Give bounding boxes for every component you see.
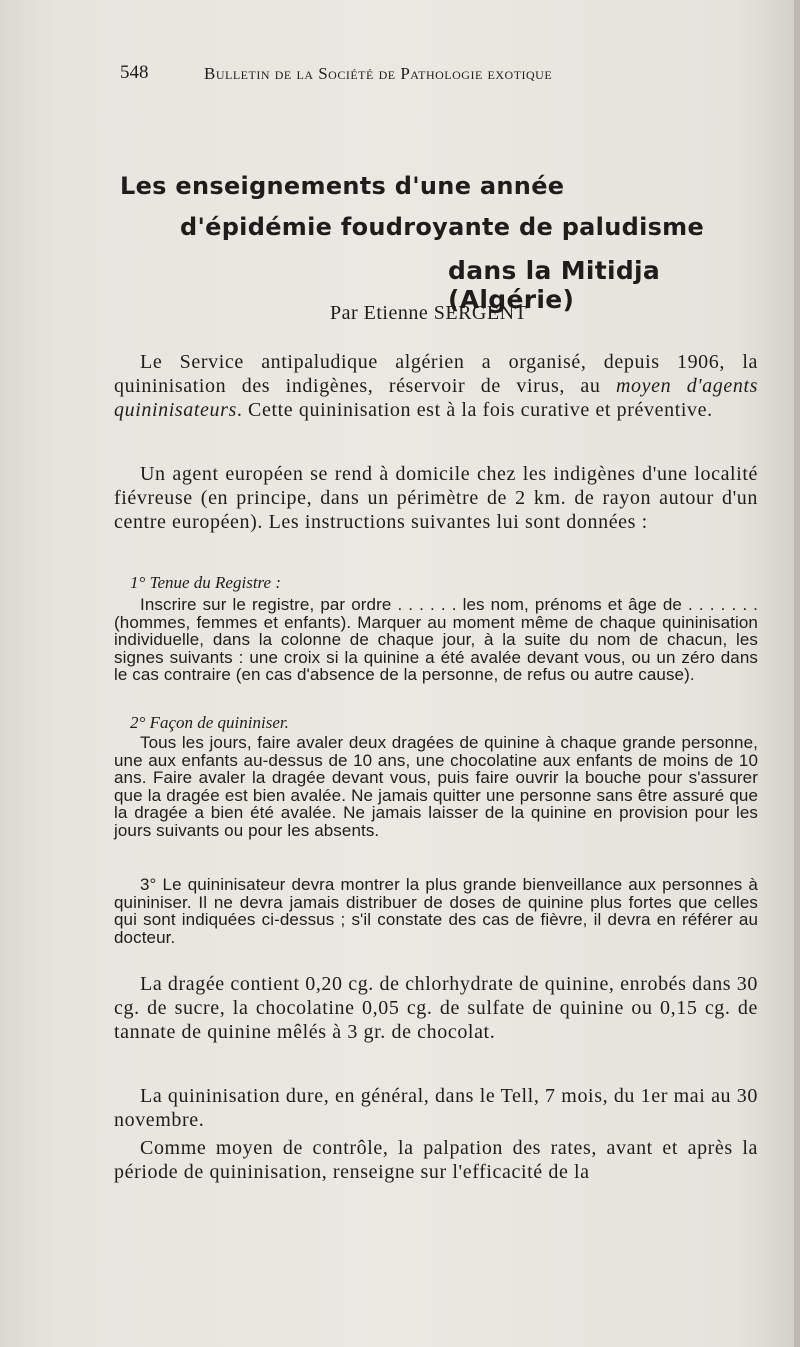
paragraph-dragee: La dragée contient 0,20 cg. de chlorhydrate de quinine, enrobés dans 30 cg. de sucre, la chocolatine 0,05 cg. de sulfate de quinine ou 0,15 cg. de tannate de quinine mêlés à 3 gr. de chocolat. <box>114 973 758 1043</box>
section-1-heading <box>130 573 281 593</box>
paragraph-intro-text-b: . Cette quininisation est à la fois curative et préventive. <box>236 399 713 421</box>
page-number: 548 <box>120 62 149 83</box>
section-1-title: Tenue du Registre : <box>149 573 281 592</box>
paragraph-intro <box>114 350 758 422</box>
page-edge-shadow <box>794 0 800 1347</box>
article-title-line-3: dans la Mitidja (Algérie) <box>448 256 661 314</box>
article-title-line-2: d'épidémie foudroyante de paludisme <box>180 213 705 241</box>
paragraph-intro-emphasis: moyen d'agents quininisateurs <box>114 375 758 421</box>
paragraph-agent: Un agent européen se rend à domicile chez les indigènes d'une localité fiévreuse (en principe, dans un périmètre de 2 km. de rayon autour d'un centre européen). Les instructions suivantes lui sont données : <box>114 463 758 533</box>
section-2-title: Façon de quininiser. <box>149 713 289 732</box>
section-3-text: 3° Le quininisateur devra montrer la plus grande bienveillance aux personnes à quininiser. Il ne devra jamais distribuer de doses de quinine plus fortes que celles qui sont indiquées ci-dessus ; s'il constate des cas de fièvre, il devra en référer au docteur. <box>114 875 758 947</box>
section-1-number: 1° <box>130 573 146 592</box>
paragraph-duration: La quininisation dure, en général, dans le Tell, 7 mois, du 1er mai au 30 novembre. <box>114 1085 758 1131</box>
section-2-text: Tous les jours, faire avaler deux dragées de quinine à chaque grande personne, une aux enfants au-dessus de 10 ans, une chocolatine aux enfants de moins de 10 ans. Faire avaler la dragée devant vous, puis faire ouvrir la bouche pour s'assurer que la dragée est bien avalée. Ne jamais quitter une personne sans être assuré que la dragée a bien été avalée. Ne jamais laisser de la quinine en provision pour les jours suivants ou pour les absents. <box>114 733 758 840</box>
section-2-number: 2° <box>130 713 146 732</box>
section-2-heading <box>130 713 289 733</box>
running-head: Bulletin de la Société de Pathologie exotique <box>204 64 553 83</box>
page-header <box>120 62 740 96</box>
section-1-text: Inscrire sur le registre, par ordre . . . . . . les nom, prénoms et âge de . . . . . . . (hommes, femmes et enfants). Marquer au moment même de chaque quininisation individuelle, dans la colonne de chaque jour, à la suite du nom de chacun, les signes suivants : une croix si la quinine a été avalée devant vous, ou un zéro dans le cas contraire (en cas d'absence de la personne, de refus ou autre cause). <box>114 595 758 685</box>
article-title-line-1: Les enseignements d'une année <box>120 172 565 200</box>
paragraph-control: Comme moyen de contrôle, la palpation des rates, avant et après la période de quininisation, renseigne sur l'efficacité de la <box>114 1137 758 1183</box>
paragraph-intro-text-a: Le Service antipaludique algérien a organisé, depuis 1906, la quininisation des indigènes, réservoir de virus, au <box>114 351 758 397</box>
article-author: Par Etienne SERGENT <box>330 302 528 324</box>
